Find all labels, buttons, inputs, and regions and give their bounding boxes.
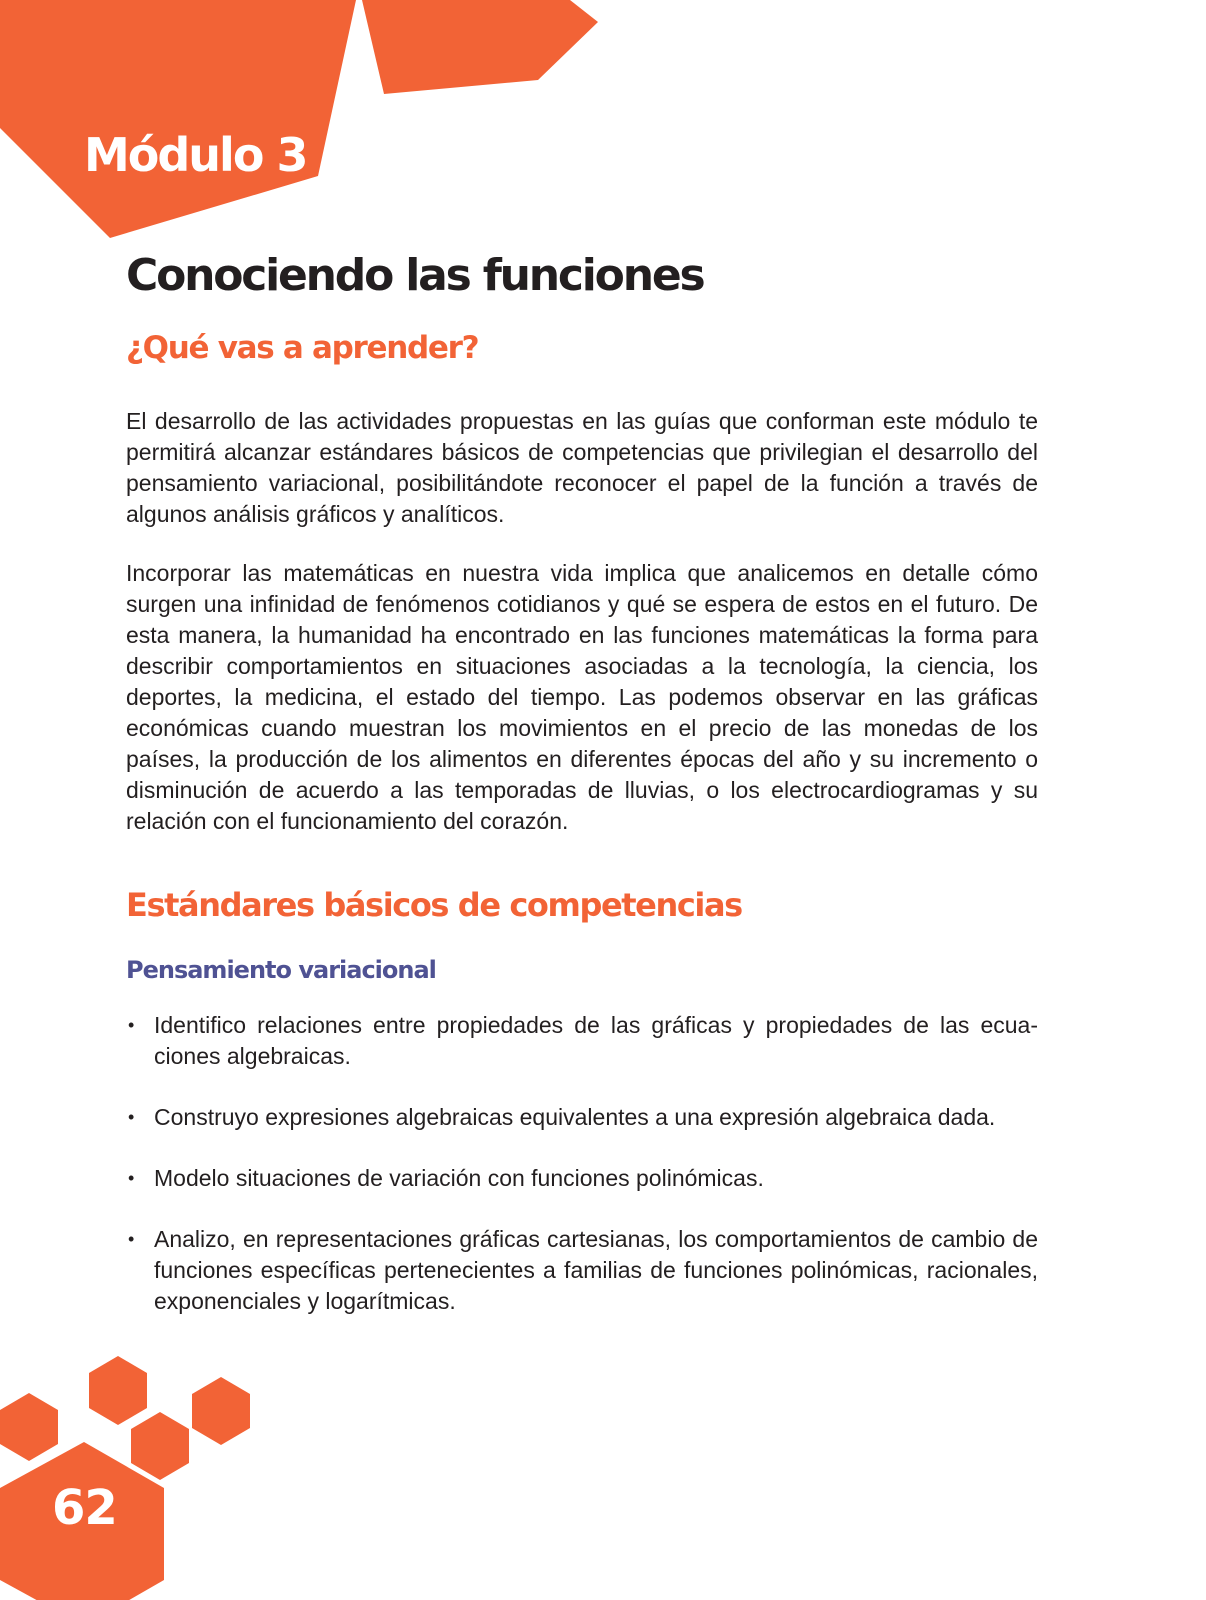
hexagon-shape — [0, 1393, 58, 1461]
list-item-text: Modelo situaciones de variación con funciones polinómicas. — [154, 1165, 764, 1191]
bullet-icon: • — [128, 1107, 135, 1127]
context-paragraph: Incorporar las matemáticas en nuestra vida implica que analicemos en detalle cómo surgen una infinidad de fenómenos cotidianos y qué se espera de estos en el futuro. De esta manera, la humanidad ha encontrado en las funciones matemáticas la forma para describir comportamientos en situaciones asociadas a la tecnología, la ciencia, los deportes, la medicina, el estado del tiempo. Las podemos observar en las gráficas económicas cuando muestran los movimientos en el precio de las monedas de los países, la producción de los alimentos en diferentes épocas del año y su incremento o disminución de acuerdo a las temporadas de lluvias, o los electrocardiogramas y su relación con el funcionamiento del corazón. — [126, 560, 1038, 834]
list-item-text: Construyo expresiones algebraicas equivalentes a una expresión algebraica dada. — [154, 1104, 996, 1130]
learn-heading: ¿Qué vas a aprender? — [126, 330, 479, 366]
list-item — [126, 1224, 1038, 1317]
page-title: Conociendo las funciones — [126, 250, 704, 301]
list-item — [126, 1010, 1038, 1072]
top-hexagon-shape — [362, 0, 598, 94]
intro-paragraph: El desarrollo de las actividades propuestas en las guías que conforman este módulo te permitirá alcanzar estándares básicos de competencias que privilegian el desarrollo del pensamiento variacional, posibilitándote reconocer el papel de la función a través de algunos análisis gráficos y analíticos. — [126, 408, 1038, 527]
hexagon-shape — [131, 1412, 189, 1480]
list-item-text: Identifico relaciones entre propiedades de las gráficas y propiedades de las ecuaciones algebraicas. — [154, 1012, 1038, 1069]
page-number: 62 — [52, 1480, 117, 1536]
list-item — [126, 1163, 1038, 1194]
list-item-text: Analizo, en representaciones gráficas cartesianas, los comportamientos de cambio de funciones específicas pertenecientes a familias de funciones polinómicas, racionales, exponenciales y logarítmicas. — [154, 1226, 1038, 1314]
bullet-icon: • — [128, 1168, 135, 1188]
hexagon-shape — [192, 1377, 250, 1445]
module-banner-shape — [0, 0, 356, 238]
variational-thinking-subheading: Pensamiento variacional — [126, 956, 436, 984]
bullet-icon: • — [128, 1015, 135, 1035]
bullet-icon: • — [128, 1229, 135, 1249]
list-item — [126, 1102, 1038, 1133]
hexagon-shape — [89, 1356, 147, 1425]
module-label: Módulo 3 — [84, 128, 307, 182]
standards-list — [126, 1010, 1038, 1347]
standards-heading: Estándares básicos de competencias — [126, 886, 742, 924]
